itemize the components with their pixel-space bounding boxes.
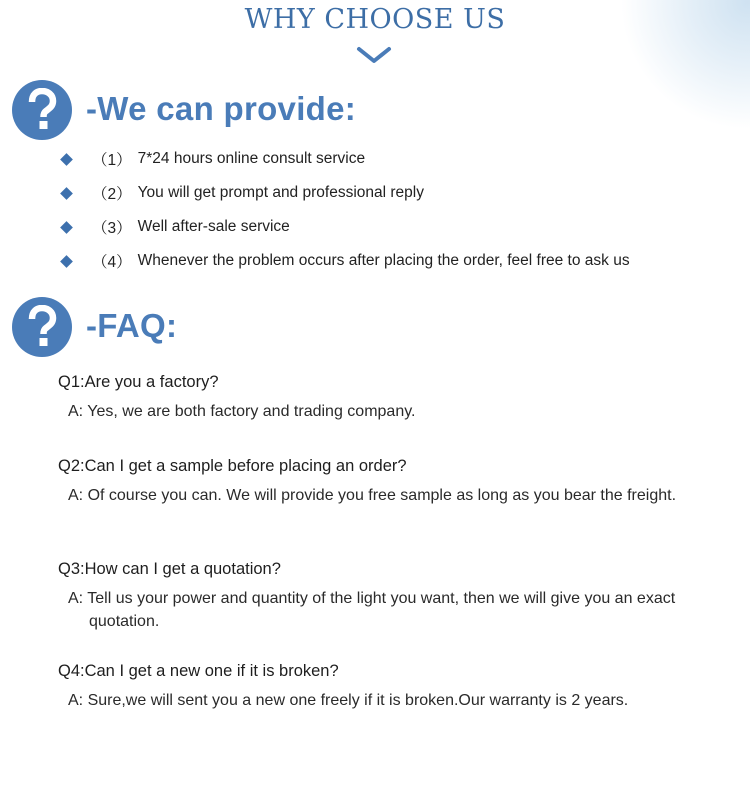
list-item [58,210,630,244]
item-number: （2） [92,186,132,203]
faq-answer: A: Yes, we are both factory and trading company. [68,403,416,420]
diamond-bullet-icon [60,187,73,200]
item-number: （1） [92,152,132,169]
list-item [58,176,630,210]
item-number: （3） [92,220,132,237]
faq-question: Q4:Can I get a new one if it is broken? [58,662,339,680]
diamond-bullet-icon [60,255,73,268]
list-item [58,244,630,278]
item-text: Whenever the problem occurs after placing the order, feel free to ask us [137,252,630,269]
item-text: You will get prompt and professional reply [137,184,424,201]
faq-answer: A: Tell us your power and quantity of the light you want, then we will give you an exact quotation. [68,590,676,630]
faq-item [58,558,718,633]
provide-list [58,142,630,278]
faq-answer: A: Sure,we will sent you a new one freely if it is broken.Our warranty is 2 years. [68,692,629,709]
faq-question: Q3:How can I get a quotation? [58,560,281,578]
item-text: Well after-sale service [137,218,290,235]
faq-answer: A: Of course you can. We will provide you free sample as long as you bear the freight. [68,487,677,504]
faq-item [58,660,718,712]
chevron-down-icon [356,46,392,64]
page-title: WHY CHOOSE US [244,4,506,35]
question-mark-icon [12,297,72,357]
item-number: （4） [92,254,132,271]
diamond-bullet-icon [60,153,73,166]
faq-question: Q1:Are you a factory? [58,373,219,391]
item-text: 7*24 hours online consult service [137,150,366,167]
list-item [58,142,630,176]
faq-item [58,371,718,423]
faq-question: Q2:Can I get a sample before placing an order? [58,457,407,475]
faq-item [58,455,718,507]
question-mark-icon [12,80,72,140]
section-heading-provide: -We can provide: [86,90,357,127]
diamond-bullet-icon [60,221,73,234]
section-heading-faq: -FAQ: [86,307,178,344]
